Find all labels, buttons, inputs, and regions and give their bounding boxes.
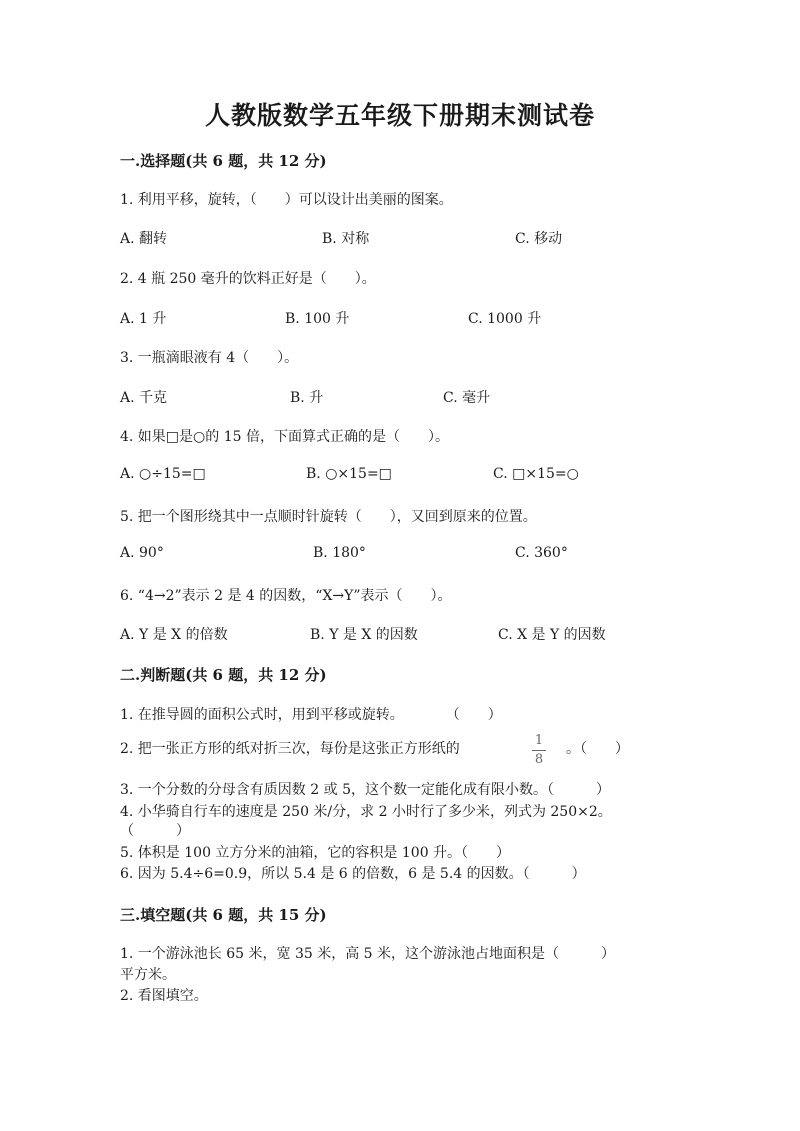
choice-q4-option-c: C. □×15=○ <box>493 466 579 482</box>
judge-question-5: 5. 体积是 100 立方分米的油箱，它的容积是 100 升。（ ） <box>120 845 511 861</box>
choice-q2-option-a: A. 1 升 <box>120 311 167 327</box>
choice-q2-option-c: C. 1000 升 <box>468 311 542 327</box>
choice-q1-option-a: A. 翻转 <box>120 231 168 247</box>
choice-question-6: 6. “4→2”表示 2 是 4 的因数，“X→Y”表示（ ）。 <box>120 588 452 604</box>
choice-question-3: 3. 一瓶滴眼液有 4（ ）。 <box>120 350 299 366</box>
judge-question-4-answer: （ ） <box>120 823 190 839</box>
choice-question-5: 5. 把一个图形绕其中一点顺时针旋转（ ），又回到原来的位置。 <box>120 509 537 525</box>
fraction-bar <box>532 750 546 751</box>
section-heading-judge: 二.判断题(共 6 题，共 12 分) <box>120 666 327 684</box>
choice-q6-option-a: A. Y 是 X 的倍数 <box>120 627 228 643</box>
choice-question-4: 4. 如果□是○的 15 倍，下面算式正确的是（ ）。 <box>120 429 449 445</box>
choice-q3-option-c: C. 毫升 <box>443 390 491 406</box>
fraction-one-eighth <box>532 733 546 768</box>
choice-q5-option-a: A. 90° <box>120 545 164 561</box>
judge-question-2-answer: 。（ ） <box>566 741 629 757</box>
judge-question-6: 6. 因为 5.4÷6=0.9，所以 5.4 是 6 的倍数，6 是 5.4 的因数。（ ） <box>120 866 586 882</box>
choice-q5-option-b: B. 180° <box>313 545 366 561</box>
fill-question-1: 1. 一个游泳池长 65 米，宽 35 米，高 5 米，这个游泳池占地面积是（ ） <box>120 946 616 962</box>
judge-question-2: 2. 把一张正方形的纸对折三次，每份是这张正方形纸的 <box>120 741 460 757</box>
section-heading-fill: 三.填空题(共 6 题，共 15 分) <box>120 906 327 924</box>
choice-q4-option-b: B. ○×15=□ <box>306 466 392 482</box>
choice-question-2: 2. 4 瓶 250 毫升的饮料正好是（ ）。 <box>120 271 376 287</box>
fill-question-1-continued: 平方米。 <box>120 967 176 983</box>
choice-q3-option-b: B. 升 <box>290 390 324 406</box>
choice-q2-option-b: B. 100 升 <box>285 311 350 327</box>
fraction-numerator: 1 <box>534 733 544 748</box>
fraction-denominator: 8 <box>534 752 544 767</box>
choice-q4-option-a: A. ○÷15=□ <box>120 466 206 482</box>
choice-q1-option-c: C. 移动 <box>515 231 563 247</box>
judge-question-1: 1. 在推导圆的面积公式时，用到平移或旋转。 （ ） <box>120 707 502 723</box>
page-title: 人教版数学五年级下册期末测试卷 <box>204 101 595 130</box>
choice-q5-option-c: C. 360° <box>515 545 568 561</box>
choice-q1-option-b: B. 对称 <box>322 231 370 247</box>
choice-q3-option-a: A. 千克 <box>120 390 168 406</box>
choice-question-1: 1. 利用平移，旋转，（ ）可以设计出美丽的图案。 <box>120 192 453 208</box>
judge-question-3: 3. 一个分数的分母含有质因数 2 或 5，这个数一定能化成有限小数。（ ） <box>120 782 610 798</box>
choice-q6-option-c: C. X 是 Y 的因数 <box>498 627 606 643</box>
judge-question-4: 4. 小华骑自行车的速度是 250 米/分，求 2 小时行了多少米，列式为 250×2。 <box>120 804 612 820</box>
choice-q6-option-b: B. Y 是 X 的因数 <box>310 627 418 643</box>
fill-question-2: 2. 看图填空。 <box>120 988 208 1004</box>
section-heading-choice: 一.选择题(共 6 题，共 12 分) <box>120 152 327 170</box>
